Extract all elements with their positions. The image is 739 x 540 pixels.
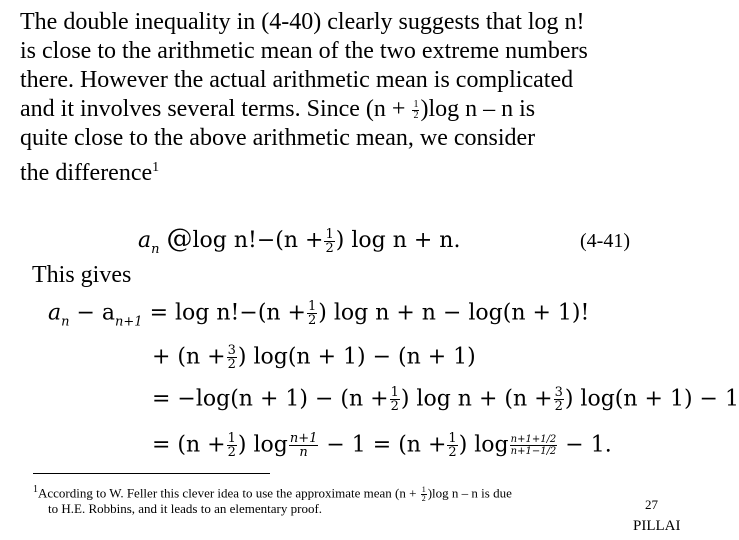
deriv-line-4-part-b: ) log — [237, 432, 288, 458]
paragraph-line-5: quite close to the above arithmetic mean, we consider — [20, 125, 536, 151]
author-name: PILLAI — [633, 518, 681, 534]
footnote-half-fraction — [421, 486, 427, 503]
deriv-line-4-fraction-3 — [447, 432, 457, 459]
intro-paragraph — [20, 8, 710, 188]
paragraph-line-1: The double inequality in (4-40) clearly suggests that log n! — [20, 9, 585, 35]
deriv-a-sub-n: n — [61, 314, 70, 330]
paragraph-line-2: is close to the arithmetic mean of the two extreme numbers — [20, 38, 588, 64]
derivation-line-3 — [152, 386, 739, 413]
fraction-numerator: n+1+1/2 — [510, 434, 557, 445]
derivation-line-1 — [48, 300, 589, 330]
paragraph-line-6-text: the difference — [20, 160, 153, 186]
deriv-equals: = — [142, 300, 176, 326]
footnote-marker: 1 — [33, 484, 38, 495]
footnote-line-1-start: According to W. Feller this clever idea to use the approximate mean (n + — [38, 485, 420, 501]
deriv-line-4-fraction-2 — [289, 432, 319, 459]
fraction-denominator: n+1−1/2 — [510, 446, 557, 457]
eq-rhs-part-1: log n!−(n + — [192, 228, 324, 253]
deriv-line-2-part-b: ) log(n + 1) − (n + 1) — [237, 344, 476, 370]
fraction-denominator: 2 — [227, 357, 236, 372]
footnote-divider — [33, 473, 270, 474]
inline-half-fraction — [412, 100, 419, 121]
fraction-denominator: 2 — [325, 240, 334, 256]
equation-number: (4-41) — [580, 230, 630, 252]
paragraph-line-6 — [20, 153, 710, 188]
deriv-a: a — [48, 300, 62, 326]
deriv-line-4-fraction-1 — [227, 432, 237, 459]
deriv-line-3-part-a: = −log(n + 1) − (n + — [152, 386, 389, 412]
deriv-line-4-part-e: − 1. — [558, 432, 612, 458]
deriv-line-1-part-a: log n!−(n + — [175, 300, 306, 326]
fraction-denominator: 2 — [554, 399, 563, 414]
deriv-line-4-part-c: − 1 = (n + — [319, 432, 447, 458]
deriv-line-4-fraction-4 — [510, 434, 558, 457]
eq-lhs: a — [138, 228, 152, 253]
deriv-line-1-fraction — [307, 300, 317, 327]
footnote-line-2: to H.E. Robbins, and it leads to an elementary proof. — [48, 501, 323, 516]
deriv-line-4-part-a: = (n + — [152, 432, 226, 458]
paragraph-line-4-end: )log n – n is — [420, 96, 536, 122]
eq-relation-symbol: @ — [166, 224, 193, 254]
fraction-numerator: 1 — [308, 299, 317, 314]
deriv-line-2-part-a: + (n + — [152, 344, 226, 370]
eq-lhs-subscript: n — [151, 242, 160, 257]
deriv-line-3-fraction-1 — [390, 386, 400, 413]
fraction-denominator: 2 — [421, 493, 426, 503]
fraction-numerator: 1 — [448, 431, 457, 446]
paragraph-line-4-start: and it involves several terms. Since (n + — [20, 96, 412, 122]
fraction-denominator: 2 — [227, 445, 236, 460]
fraction-denominator: n — [299, 445, 308, 460]
footnote-reference: 1 — [152, 160, 160, 175]
fraction-denominator: 2 — [413, 109, 419, 121]
deriv-line-3-part-c: ) log(n + 1) − 1 — [564, 386, 739, 412]
this-gives-label: This gives — [32, 262, 132, 288]
fraction-numerator: 1 — [325, 226, 334, 242]
derivation-line-4 — [152, 432, 612, 459]
footnote-line-1-end: )log n – n is due — [427, 485, 512, 501]
deriv-a-sub-n-plus-1: n+1 — [115, 314, 143, 330]
fraction-numerator: n+1 — [289, 431, 318, 446]
paragraph-line-4 — [20, 95, 710, 124]
fraction-numerator: 3 — [227, 343, 236, 358]
deriv-line-3-part-b: ) log n + (n + — [400, 386, 553, 412]
fraction-denominator: 2 — [390, 399, 399, 414]
equation-4-41 — [138, 224, 460, 257]
fraction-numerator: 1 — [227, 431, 236, 446]
fraction-numerator: 1 — [421, 484, 426, 494]
fraction-numerator: 1 — [390, 385, 399, 400]
paragraph-line-3: there. However the actual arithmetic mean is complicated — [20, 67, 574, 93]
deriv-line-2-fraction — [227, 344, 237, 371]
derivation-line-2 — [152, 344, 476, 371]
fraction-numerator: 3 — [554, 385, 563, 400]
fraction-denominator: 2 — [448, 445, 457, 460]
deriv-line-3-fraction-2 — [554, 386, 564, 413]
page-number: 27 — [645, 497, 658, 512]
deriv-line-1-part-b: ) log n + n − log(n + 1)! — [318, 300, 590, 326]
eq-rhs-part-2: ) log n + n. — [335, 228, 461, 253]
eq-half-fraction — [324, 228, 334, 255]
fraction-numerator: 1 — [413, 98, 419, 110]
fraction-denominator: 2 — [308, 313, 317, 328]
deriv-minus-a: − a — [69, 300, 116, 326]
deriv-line-4-part-d: ) log — [458, 432, 509, 458]
